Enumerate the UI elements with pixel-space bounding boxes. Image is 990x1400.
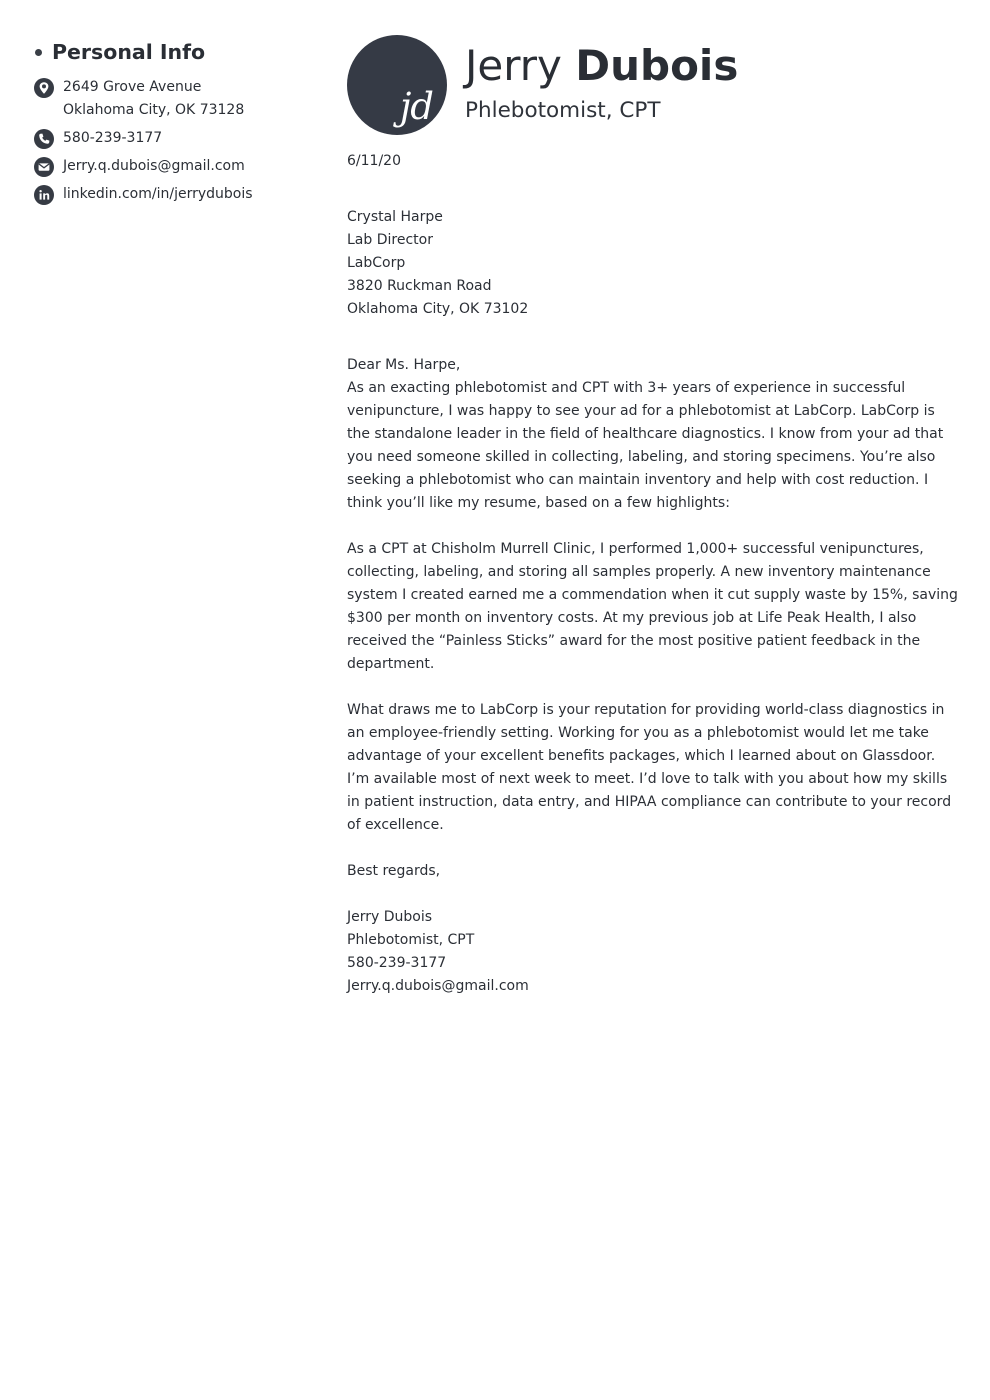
recipient-street: 3820 Ruckman Road bbox=[347, 278, 492, 294]
signature-phone: 580-239-3177 bbox=[347, 955, 447, 971]
location-pin-icon bbox=[34, 78, 54, 98]
linkedin-url[interactable]: linkedin.com/in/jerrydubois bbox=[63, 186, 253, 202]
name-block bbox=[465, 35, 738, 126]
closing: Best regards, bbox=[347, 863, 441, 879]
contact-address bbox=[34, 76, 314, 122]
phone-icon bbox=[34, 129, 54, 149]
bullet-icon bbox=[35, 49, 42, 56]
job-title: Phlebotomist, CPT bbox=[465, 98, 661, 123]
signature-email: Jerry.q.dubois@gmail.com bbox=[347, 978, 529, 994]
email-icon bbox=[34, 157, 54, 177]
sidebar bbox=[34, 38, 314, 222]
contact-email bbox=[34, 155, 314, 178]
paragraph-intro: As an exacting phlebotomist and CPT with 3+ years of experience in successful venipuncture, I was happy to see your ad for a phlebotomist at LabCorp. LabCorp is the standalone leader in the field of healthcare diagnostics. I know from your ad that you need someone skilled in collecting, labeling, and storing specimens. You’re also seeking a phlebotomist who can maintain inventory and help with cost reduction. I think you’ll like my resume, based on a few highlights: bbox=[347, 380, 944, 511]
signature-name: Jerry Dubois bbox=[347, 909, 433, 925]
recipient-company: LabCorp bbox=[347, 255, 406, 271]
address-line-1: 2649 Grove Avenue bbox=[63, 79, 202, 95]
email-address[interactable]: Jerry.q.dubois@gmail.com bbox=[63, 158, 245, 174]
email-text bbox=[63, 155, 245, 178]
personal-info-heading bbox=[34, 38, 314, 66]
signature-block bbox=[347, 906, 959, 998]
contact-list bbox=[34, 76, 314, 206]
recipient-city: Oklahoma City, OK 73102 bbox=[347, 301, 529, 317]
phone-number[interactable]: 580-239-3177 bbox=[63, 130, 163, 146]
linkedin-text bbox=[63, 183, 253, 206]
address-line-2: Oklahoma City, OK 73128 bbox=[63, 102, 245, 118]
salutation: Dear Ms. Harpe, bbox=[347, 357, 461, 373]
last-name: Dubois bbox=[575, 41, 739, 90]
phone-text bbox=[63, 127, 162, 150]
linkedin-icon bbox=[34, 185, 54, 205]
recipient-name: Crystal Harpe bbox=[347, 209, 443, 225]
monogram-initials: jd bbox=[399, 85, 433, 128]
address-text bbox=[63, 76, 244, 122]
recipient-block bbox=[347, 206, 959, 321]
paragraph-motivation: What draws me to LabCorp is your reputation for providing world-class diagnostics in an employee-friendly setting. Working for you as a phlebotomist would let me take advantage of your excellent benefits packages, which I learned about on Glassdoor. I’m available most of next week to meet. I’d love to talk with you about how my skills in patient instruction, data entry, and HIPAA compliance can contribute to your record of excellence. bbox=[347, 702, 952, 833]
letter-body bbox=[347, 150, 959, 998]
contact-phone bbox=[34, 127, 314, 150]
letter-date: 6/11/20 bbox=[347, 153, 401, 169]
full-name bbox=[465, 41, 738, 91]
monogram-avatar bbox=[347, 35, 447, 135]
first-name: Jerry bbox=[465, 41, 562, 90]
signature-title: Phlebotomist, CPT bbox=[347, 932, 475, 948]
personal-info-heading-label: Personal Info bbox=[52, 40, 206, 64]
recipient-title: Lab Director bbox=[347, 232, 433, 248]
paragraph-experience: As a CPT at Chisholm Murrell Clinic, I performed 1,000+ successful venipunctures, collecting, labeling, and storing all samples properly. A new inventory maintenance system I created earned me a commendation when it cut supply waste by 15%, saving $300 per month on inventory costs. At my previous job at Life Peak Health, I also received the “Painless Sticks” award for the most positive patient feedback in the department. bbox=[347, 541, 958, 672]
contact-linkedin bbox=[34, 183, 314, 206]
header bbox=[347, 35, 738, 135]
